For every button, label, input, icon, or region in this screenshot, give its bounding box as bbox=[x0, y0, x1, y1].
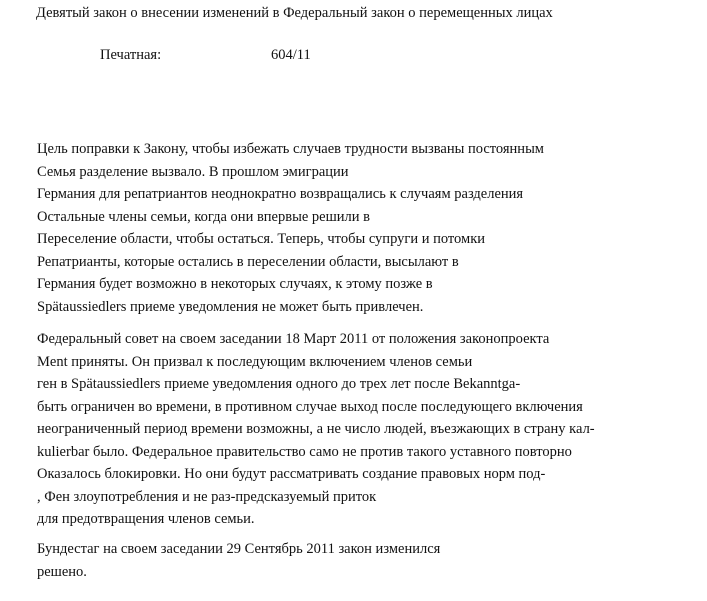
paragraph-bundestag bbox=[37, 538, 440, 583]
paragraph-line: ген в Spätaussiedlers приеме уведомления одного до трех лет после Bekanntga- bbox=[37, 376, 521, 392]
paragraph-line: Бундестаг на своем заседании 29 Сентябрь 2011 закон изменился bbox=[37, 541, 441, 557]
paragraph-line: для предотвращения членов семьи. bbox=[37, 511, 255, 527]
paragraph-line: Семья разделение вызвало. В прошлом эмиграции bbox=[37, 163, 349, 180]
paragraph-line: Остальные члены семьи, когда они впервые решили в bbox=[37, 208, 370, 225]
paragraph-line: быть ограничен во времени, в противном случае выход после последующего включения bbox=[37, 398, 583, 415]
printed-number: 604/11 bbox=[271, 47, 311, 63]
document-title: Девятый закон о внесении изменений в Федеральный закон о перемещенных лицах bbox=[36, 5, 553, 21]
paragraph-purpose bbox=[37, 138, 544, 318]
paragraph-line: Репатрианты, которые остались в переселении области, высылают в bbox=[37, 253, 459, 270]
paragraph-line: Федеральный совет на своем заседании 18 Март 2011 от положения законопроекта bbox=[37, 331, 550, 347]
printed-label: Печатная: bbox=[100, 47, 162, 63]
paragraph-line: неограниченный период времени возможны, а не число людей, въезжающих в страну кал- bbox=[37, 421, 595, 437]
paragraph-line: , Фен злоупотребления и не раз-предсказуемый приток bbox=[37, 488, 377, 505]
paragraph-line: Оказалось блокировки. Но они будут рассматривать создание правовых норм под- bbox=[37, 466, 546, 482]
paragraph-line: kulierbar было. Федеральное правительство само не против такого уставного повторно bbox=[37, 443, 572, 460]
paragraph-line: Spätaussiedlers приеме уведомления не может быть привлечен. bbox=[37, 298, 424, 315]
paragraph-federal-council bbox=[37, 328, 595, 531]
paragraph-line: Цель поправки к Закону, чтобы избежать случаев трудности вызваны постоянным bbox=[37, 141, 544, 157]
paragraph-line: Германия для репатриантов неоднократно возвращались к случаям разделения bbox=[37, 186, 524, 202]
paragraph-line: Германия будет возможно в некоторых случаях, к этому позже в bbox=[37, 276, 433, 292]
paragraph-line: Ment приняты. Он призвал к последующим включением членов семьи bbox=[37, 353, 473, 370]
paragraph-line: Переселение области, чтобы остаться. Теперь, чтобы супруги и потомки bbox=[37, 231, 486, 247]
paragraph-line: решено. bbox=[37, 563, 87, 580]
